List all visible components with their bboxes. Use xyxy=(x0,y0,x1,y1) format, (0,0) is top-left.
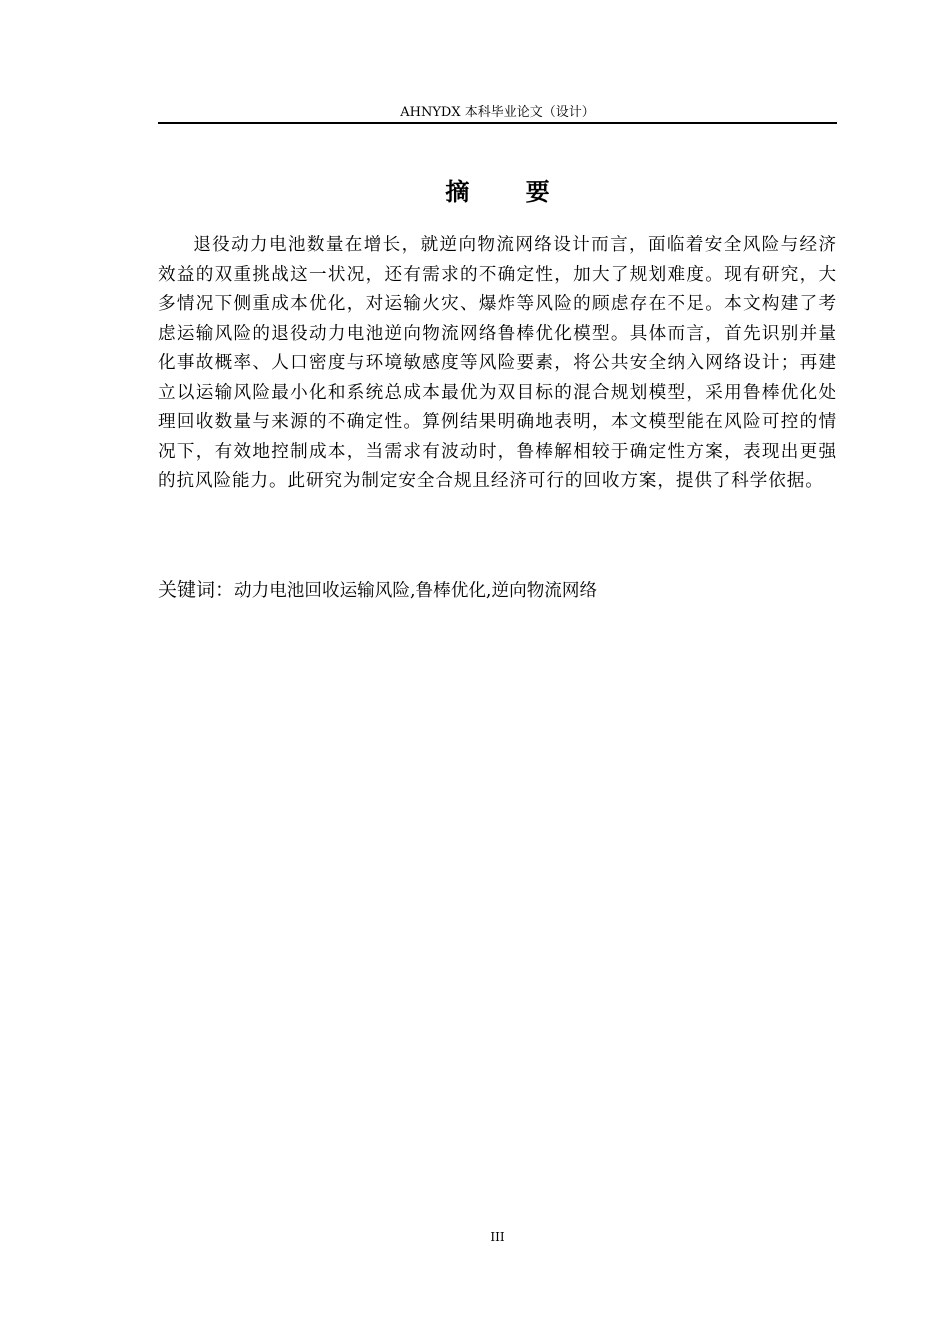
header-rule xyxy=(158,122,837,124)
keywords-label: 关键词： xyxy=(158,579,235,601)
keywords-line xyxy=(158,576,837,605)
abstract-title: 摘 要 xyxy=(445,178,574,206)
abstract-body: 退役动力电池数量在增长，就逆向物流网络设计而言，面临着安全风险与经济效益的双重挑战这一状况，还有需求的不确定性，加大了规划难度。现有研究，大多情况下侧重成本优化，对运输火灾、爆炸等风险的顾虑存在不足。本文构建了考虑运输风险的退役动力电池逆向物流网络鲁棒优化模型。具体而言，首先识别并量化事故概率、人口密度与环境敏感度等风险要素，将公共安全纳入网络设计；再建立以运输风险最小化和系统总成本最优为双目标的混合规划模型，采用鲁棒优化处理回收数量与来源的不确定性。算例结果明确地表明，本文模型能在风险可控的情况下，有效地控制成本，当需求有波动时，鲁棒解相较于确定性方案，表现出更强的抗风险能力。此研究为制定安全合规且经济可行的回收方案，提供了科学依据。 xyxy=(158,235,837,491)
running-header: AHNYDX 本科毕业论文（设计） xyxy=(400,105,595,120)
page-number: III xyxy=(490,1230,505,1244)
keywords-value: 动力电池回收运输风险,鲁棒优化,逆向物流网络 xyxy=(234,581,598,601)
